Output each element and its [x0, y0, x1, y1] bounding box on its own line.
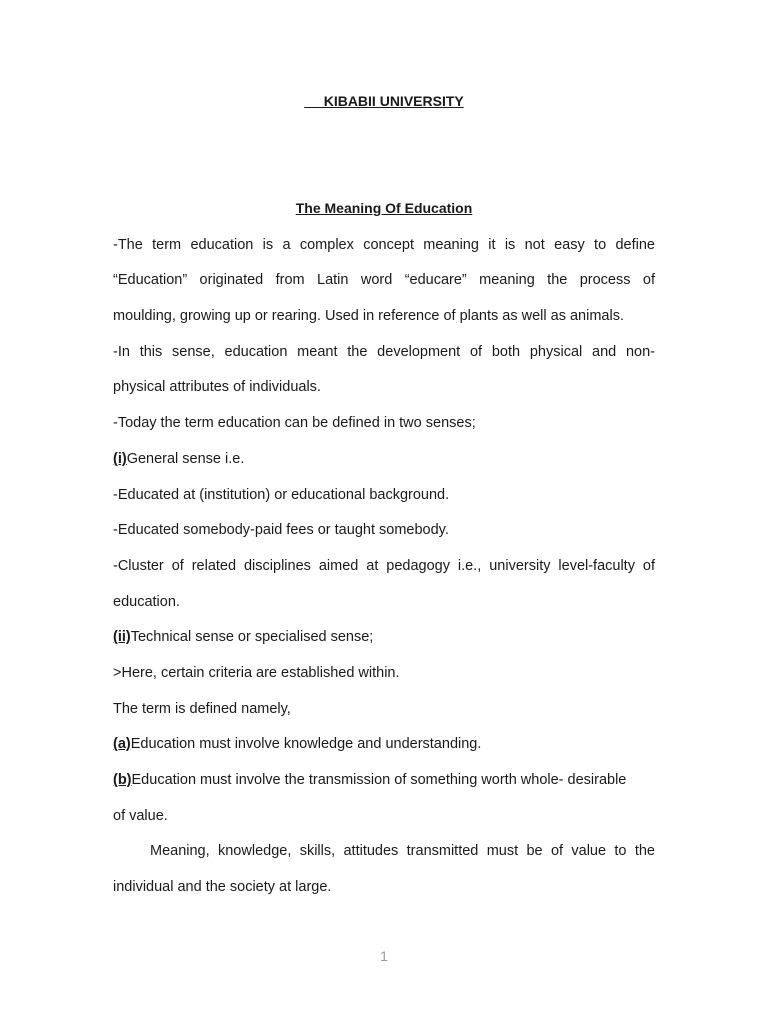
list-item — [113, 450, 655, 468]
list-item — [113, 771, 655, 789]
list-marker: (a) — [113, 736, 131, 752]
list-marker: (i) — [113, 451, 127, 467]
body-line: -Educated somebody-paid fees or taught somebody. — [113, 522, 449, 538]
list-marker: (ii) — [113, 629, 131, 645]
list-item — [113, 735, 655, 753]
body-line: >Here, certain criteria are established within. — [113, 665, 400, 681]
section-title: The Meaning Of Education — [295, 200, 473, 216]
university-heading: KIBABII UNIVERSITY — [304, 93, 464, 109]
body-line: education. — [113, 594, 180, 610]
body-line: Meaning, knowledge, skills, attitudes transmitted must be of value to the — [150, 843, 655, 859]
list-item-text: Education must involve the transmission of something worth whole- desirable — [131, 772, 627, 788]
body-line: -In this sense, education meant the development of both physical and non- — [113, 344, 655, 360]
body-line: -The term education is a complex concept meaning it is not easy to define — [113, 237, 655, 253]
body-line: “Education” originated from Latin word “educare” meaning the process of — [113, 272, 655, 288]
list-item — [113, 628, 655, 646]
list-item-text: General sense i.e. — [126, 451, 245, 467]
body-line: physical attributes of individuals. — [113, 379, 321, 395]
body-line: of value. — [113, 808, 168, 824]
body-line: The term is defined namely, — [113, 701, 291, 717]
list-item-text: Technical sense or specialised sense; — [130, 629, 374, 645]
list-marker: (b) — [113, 772, 132, 788]
page-number: 1 — [380, 948, 388, 964]
body-line: moulding, growing up or rearing. Used in reference of plants as well as animals. — [113, 308, 624, 324]
list-item-text: Education must involve knowledge and understanding. — [130, 736, 482, 752]
body-line: individual and the society at large. — [113, 879, 332, 895]
body-line: -Cluster of related disciplines aimed at pedagogy i.e., university level-faculty of — [113, 558, 655, 574]
body-line: -Today the term education can be defined in two senses; — [113, 415, 476, 431]
body-line: -Educated at (institution) or educational background. — [113, 487, 450, 503]
